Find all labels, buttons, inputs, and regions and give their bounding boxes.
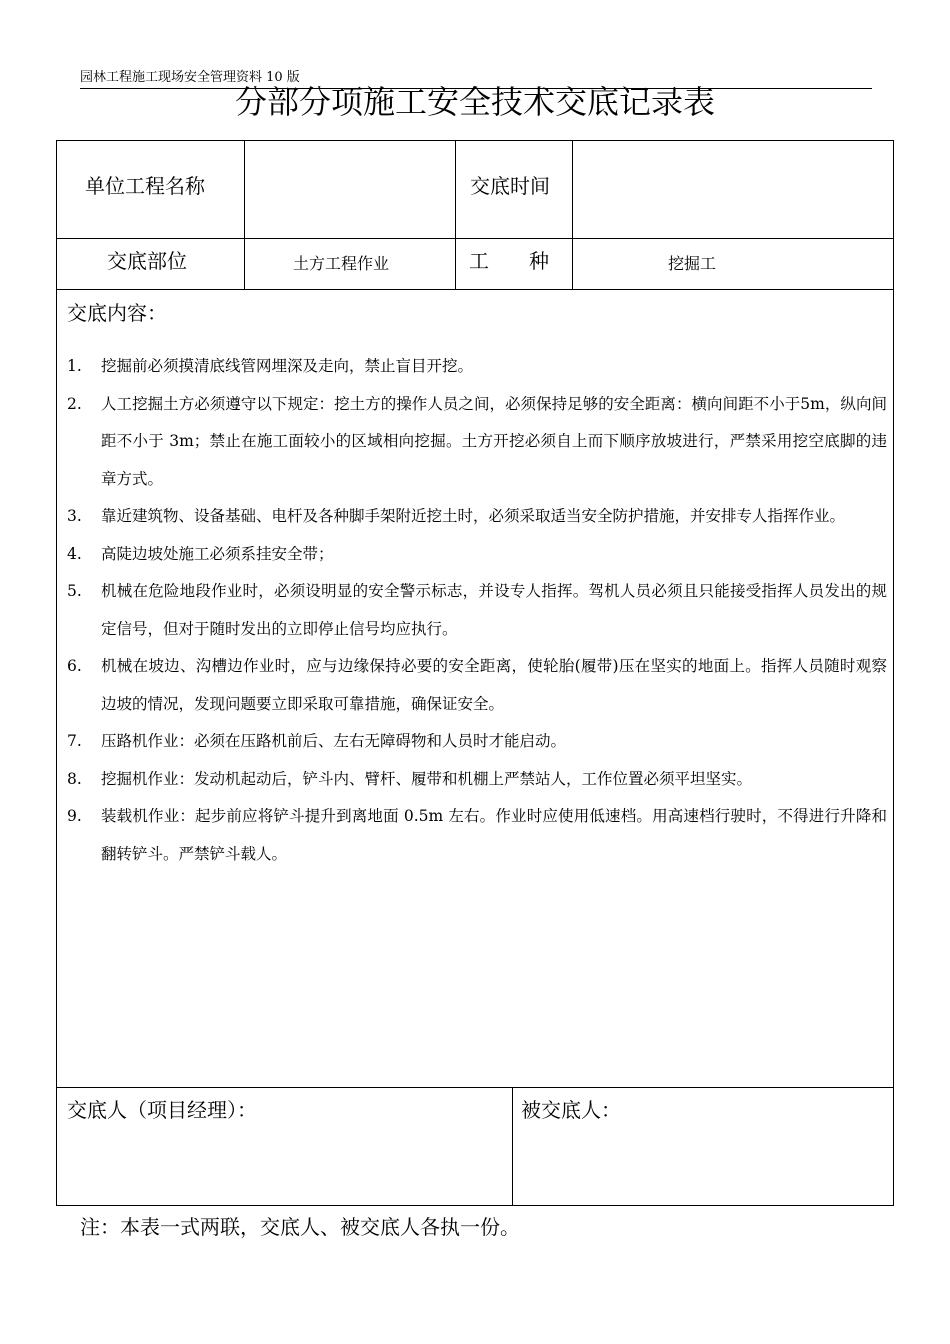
list-item (67, 536, 887, 574)
item-number: 6. (67, 657, 82, 675)
unit-project-label: 单位工程名称 (85, 174, 205, 198)
item-number: 5. (67, 582, 82, 600)
item-text: 压路机作业：必须在压路机前后、左右无障碍物和人员时才能启动。 (101, 732, 567, 750)
item-text: 挖掘前必须摸清底线管网埋深及走向，禁止盲目开挖。 (101, 357, 474, 375)
trade-label: 工 种 (469, 249, 549, 273)
list-item (67, 761, 887, 799)
time-label: 交底时间 (470, 174, 550, 198)
disclosure-form (56, 140, 894, 1206)
list-item (67, 798, 887, 873)
item-number: 8. (67, 769, 82, 788)
item-text: 装载机作业：起步前应将铲斗提升到离地面 0.5m 左右。作业时应使用低速档。用高速档行驶时，不得进行升降和翻转铲斗。严禁铲斗载人。 (101, 807, 887, 863)
item-text: 靠近建筑物、设备基础、电杆及各种脚手架附近挖土时，必须采取适当安全防护措施，并安排专人指挥作业。 (101, 507, 846, 525)
item-text: 高陡边坡处施工必须系挂安全带； (101, 544, 334, 563)
list-item (67, 386, 887, 499)
location-value: 土方工程作业 (293, 254, 390, 273)
list-item (67, 573, 887, 648)
item-text: 机械在危险地段作业时，必须设明显的安全警示标志，并设专人指挥。驾机人员必须且只能接受指挥人员发出的规定信号，但对于随时发出的立即停止信号均应执行。 (101, 582, 887, 638)
item-number: 4. (67, 544, 82, 563)
item-text: 挖掘机作业：发动机起动后，铲斗内、臂杆、履带和机棚上严禁站人，工作位置必须平坦坚实。 (101, 769, 753, 788)
item-number: 1. (67, 357, 82, 375)
content-label: 交底内容： (67, 301, 167, 325)
column-divider (244, 141, 245, 289)
list-item (67, 723, 887, 761)
list-item (67, 648, 887, 723)
item-number: 9. (67, 807, 82, 825)
footnote: 注：本表一式两联，交底人、被交底人各执一份。 (80, 1215, 520, 1239)
disclosure-items-list (67, 348, 887, 873)
discloser-label: 交底人（项目经理）： (67, 1098, 257, 1122)
page-title: 分部分项施工安全技术交底记录表 (234, 83, 715, 121)
location-label: 交底部位 (107, 249, 187, 273)
item-text: 人工挖掘土方必须遵守以下规定：挖土方的操作人员之间，必须保持足够的安全距离：横向间距不小于5m，纵向间距不小于 3m；禁止在施工面较小的区域相向挖掘。土方开挖必须自上而下顺序放坡进行，严禁采用挖空底脚的违章方式。 (101, 394, 887, 488)
row-divider (57, 1087, 893, 1088)
row-divider (57, 238, 893, 239)
column-divider (512, 1087, 513, 1206)
item-number: 7. (67, 732, 82, 750)
receiver-label: 被交底人： (521, 1098, 621, 1122)
item-number: 2. (67, 394, 82, 413)
row-divider (57, 289, 893, 290)
item-number: 3. (67, 507, 82, 525)
header-text: 园林工程施工现场安全管理资料 10 版 (80, 70, 300, 85)
trade-value: 挖掘工 (668, 254, 717, 273)
list-item (67, 498, 887, 536)
list-item (67, 348, 887, 386)
item-text: 机械在坡边、沟槽边作业时，应与边缘保持必要的安全距离，使轮胎(履带)压在坚实的地面上。指挥人员随时观察边坡的情况，发现问题要立即采取可靠措施，确保证安全。 (101, 657, 887, 713)
column-divider (455, 141, 456, 289)
column-divider (572, 141, 573, 289)
